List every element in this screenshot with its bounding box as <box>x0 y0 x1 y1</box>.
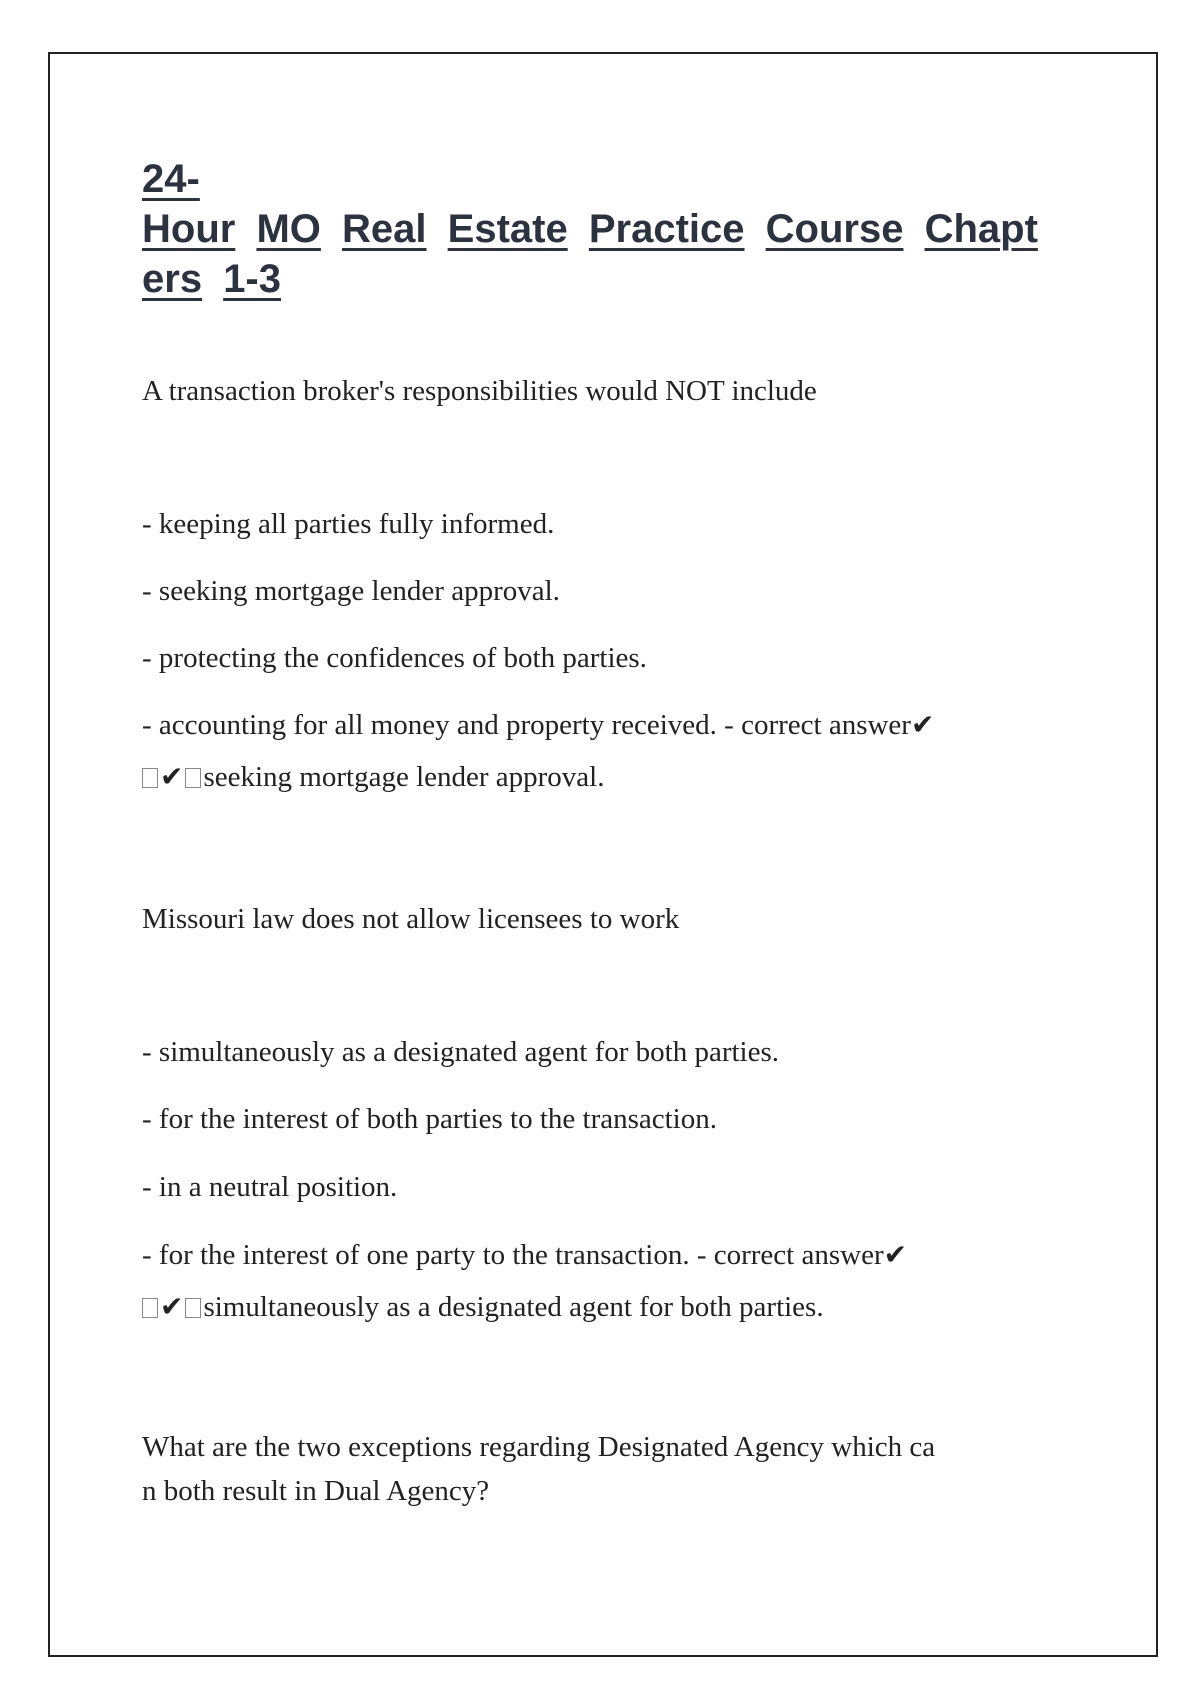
title-word: Estate <box>447 207 568 251</box>
title-word: Hour <box>142 207 236 251</box>
question-1-option: - seeking mortgage lender approval. <box>142 575 560 607</box>
title-word: 24- <box>142 157 200 201</box>
question-2-option: - simultaneously as a designated agent for both parties. <box>142 1036 780 1068</box>
title-word: 1-3 <box>223 257 281 301</box>
box-glyph-icon <box>185 1298 201 1318</box>
title-word: Chapt <box>924 207 1038 251</box>
question-1-option: - keeping all parties fully informed. <box>142 508 555 540</box>
check-mark-icon: ✔ <box>910 708 935 741</box>
question-1-prompt: A transaction broker's responsibilities would NOT include <box>142 375 817 407</box>
question-2-option-with-answer <box>142 1236 1062 1274</box>
question-3-prompt-line-2: n both result in Dual Agency? <box>142 1475 490 1507</box>
answer-text: seeking mortgage lender approval. <box>203 761 605 793</box>
question-2-answer <box>142 1288 1062 1326</box>
box-glyph-icon <box>185 768 201 788</box>
question-3-prompt-line-1: What are the two exceptions regarding Designated Agency which ca <box>142 1431 936 1463</box>
question-1-option-with-answer <box>142 706 1062 744</box>
check-mark-icon: ✔ <box>160 760 184 793</box>
answer-text: simultaneously as a designated agent for both parties. <box>203 1291 824 1323</box>
title-line-2 <box>142 204 1038 254</box>
title-word: Course <box>765 207 904 251</box>
title-line-1 <box>142 154 1022 204</box>
question-1-option: - accounting for all money and property received. - correct answer <box>142 709 911 741</box>
question-2-option: - for the interest of one party to the transaction. - correct answer <box>142 1239 884 1271</box>
box-glyph-icon <box>142 1298 158 1318</box>
question-1-answer <box>142 758 1062 796</box>
check-mark-icon: ✔ <box>883 1238 908 1271</box>
document-title <box>142 154 1038 304</box>
title-word: ers <box>142 257 203 301</box>
title-word: MO <box>256 207 321 251</box>
title-word: Practice <box>588 207 745 251</box>
check-mark-icon: ✔ <box>160 1290 184 1323</box>
question-2-option: - in a neutral position. <box>142 1171 398 1203</box>
title-word: Real <box>342 207 427 251</box>
question-2-option: - for the interest of both parties to the transaction. <box>142 1103 717 1135</box>
question-2-prompt: Missouri law does not allow licensees to work <box>142 903 680 935</box>
box-glyph-icon <box>142 768 158 788</box>
title-line-3 <box>142 254 1022 304</box>
question-1-option: - protecting the confidences of both parties. <box>142 642 647 674</box>
